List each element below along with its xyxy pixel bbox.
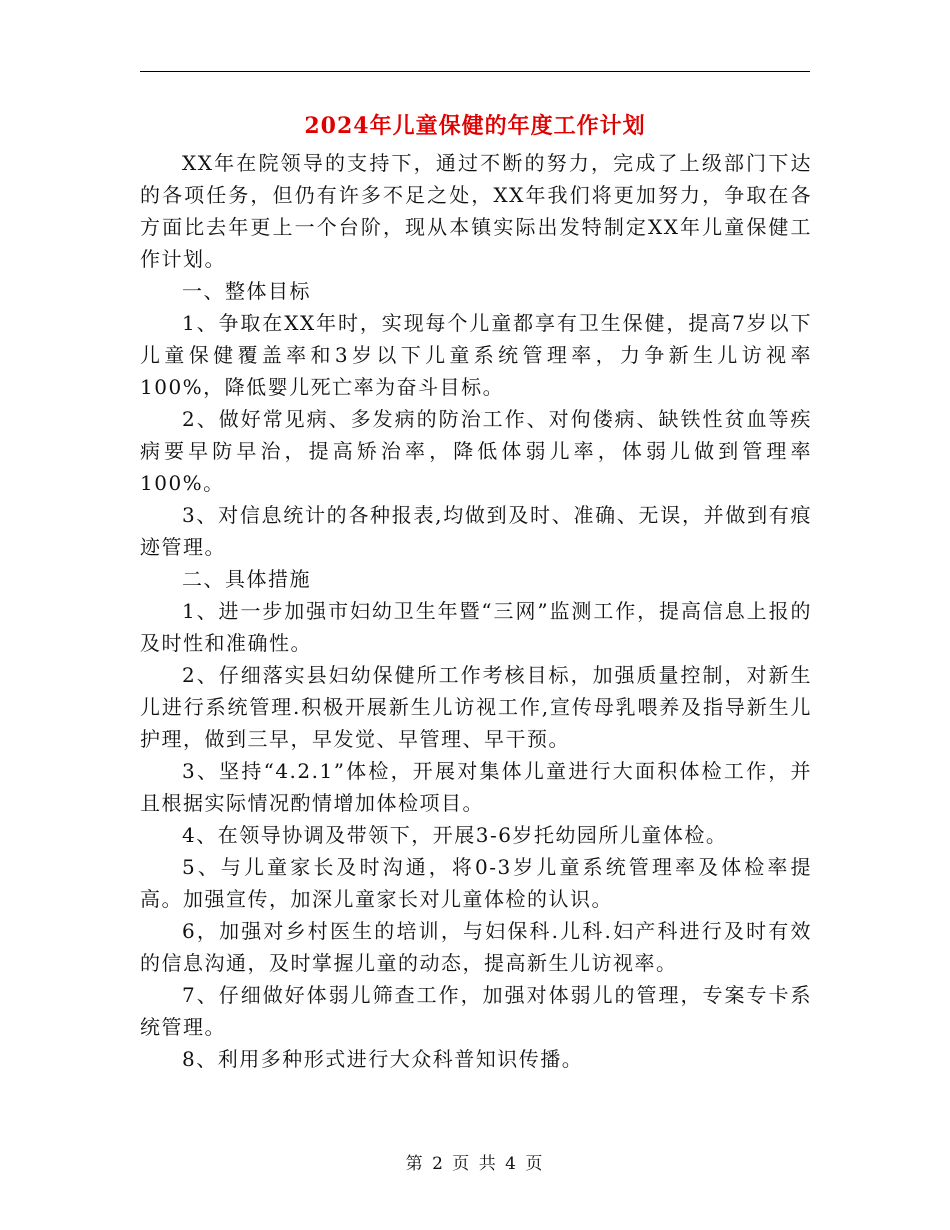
measure-item-2: 2、仔细落实县妇幼保健所工作考核目标，加强质量控制，对新生儿进行系统管理.积极开展新生儿访视工作,宣传母乳喂养及指导新生儿护理，做到三早，早发觉、早管理、早干预。 <box>140 663 812 751</box>
document-title: 2024年儿童保健的年度工作计划 <box>304 113 646 139</box>
section-heading-measures: 二、具体措施 <box>182 567 311 591</box>
measure-item-8: 8、利用多种形式进行大众科普知识传播。 <box>182 1047 584 1071</box>
measure-item-6: 6，加强对乡村医生的培训，与妇保科.儿科.妇产科进行及时有效的信息沟通，及时掌握儿童的动态，提高新生儿访视率。 <box>140 919 812 975</box>
header-rule <box>140 71 810 72</box>
intro-paragraph: XX年在院领导的支持下，通过不断的努力，完成了上级部门下达的各项任务，但仍有许多不足之处，XX年我们将更加努力，争取在各方面比去年更上一个台阶，现从本镇实际出发特制定XX年儿童保健工作计划。 <box>140 151 812 271</box>
measure-item-5: 5、与儿童家长及时沟通，将0-3岁儿童系统管理率及体检率提高。加强宣传，加深儿童家长对儿童体检的认识。 <box>140 855 812 911</box>
document-body <box>140 147 812 1075</box>
measure-item-3: 3、坚持“4.2.1”体检，开展对集体儿童进行大面积体检工作，并且根据实际情况酌情增加体检项目。 <box>140 759 812 815</box>
measure-item-4: 4、在领导协调及带领下，开展3-6岁托幼园所儿童体检。 <box>182 823 728 847</box>
measure-item-1: 1、进一步加强市妇幼卫生年暨“三网”监测工作，提高信息上报的及时性和准确性。 <box>140 599 812 655</box>
goal-item-1: 1、争取在XX年时，实现每个儿童都享有卫生保健，提高7岁以下儿童保健覆盖率和3岁以下儿童系统管理率，力争新生儿访视率100%，降低婴儿死亡率为奋斗目标。 <box>140 311 812 399</box>
goal-item-3: 3、对信息统计的各种报表,均做到及时、准确、无误，并做到有痕迹管理。 <box>140 503 812 559</box>
measure-item-7: 7、仔细做好体弱儿筛查工作，加强对体弱儿的管理，专案专卡系统管理。 <box>140 983 812 1039</box>
goal-item-2: 2、做好常见病、多发病的防治工作、对佝偻病、缺铁性贫血等疾病要早防早治，提高矫治率，降低体弱儿率，体弱儿做到管理率100%。 <box>140 407 812 495</box>
page-number-footer: 第 2 页 共 4 页 <box>405 1154 545 1174</box>
section-heading-goals: 一、整体目标 <box>182 279 311 303</box>
